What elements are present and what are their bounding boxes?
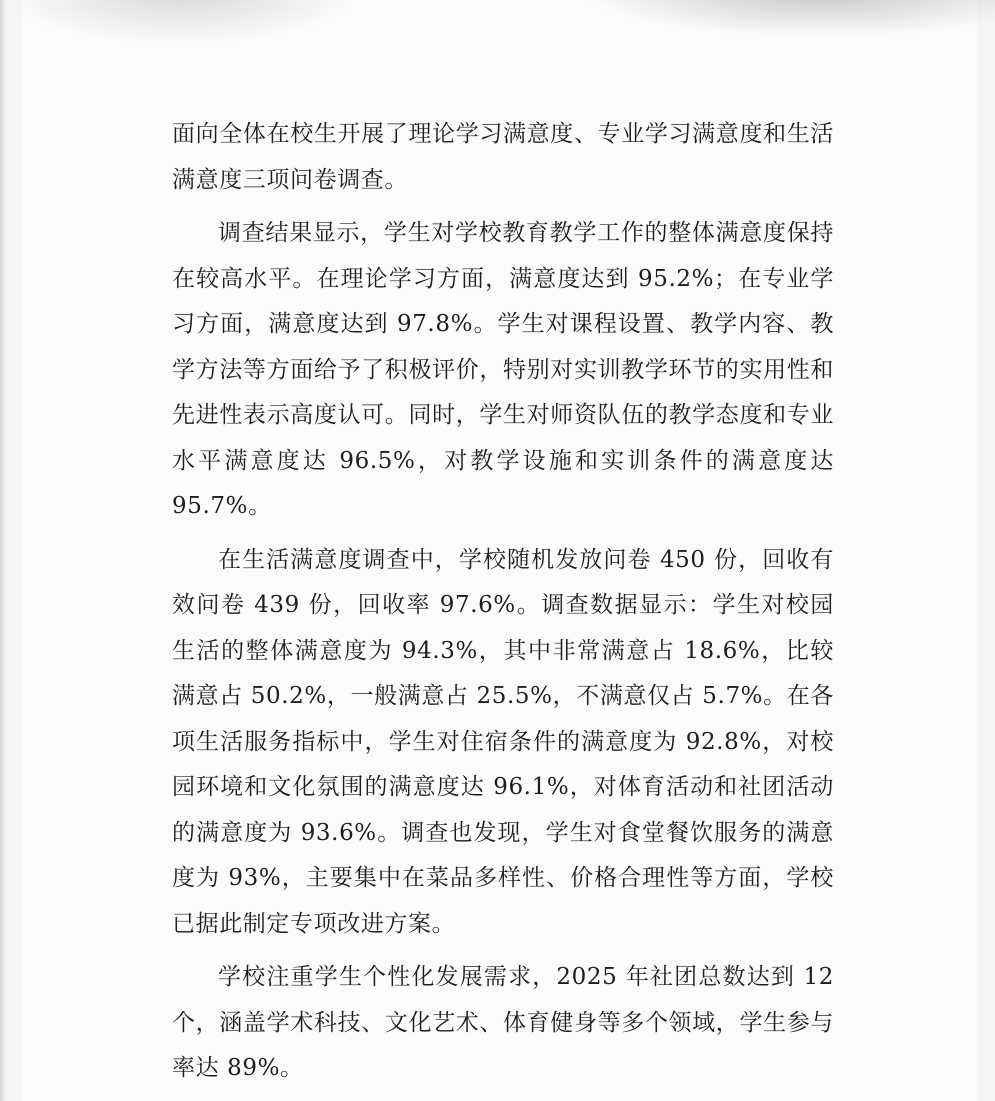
paragraph-life-satisfaction: 在生活满意度调查中，学校随机发放问卷 450 份，回收有效问卷 439 份，回收率 97.6%。调查数据显示：学生对校园生活的整体满意度为 94.3%，其中非常满意占 18.6%，比较满意占 50.2%，一般满意占 25.5%，不满意仅占 5.7%。在各项生活服务指标中，学生对住宿条件的满意度为 92.8%，对校园环境和文化氛围的满意度达 96.1%，对体育活动和社团活动的满意度为 93.6%。调查也发现，学生对食堂餐饮服务的满意度为 93%，主要集中在菜品多样性、价格合理性等方面，学校已据此制定专项改进方案。 (172, 546, 834, 937)
window-left-edge (0, 0, 6, 1101)
paragraph-clubs: 学校注重学生个性化发展需求，2025 年社团总数达到 12 个，涵盖学术科技、文化艺术、体育健身等多个领域，学生参与率达 89%。 (172, 964, 834, 1081)
paragraph-teaching-satisfaction: 调查结果显示，学生对学校教育教学工作的整体满意度保持在较高水平。在理论学习方面，满意度达到 95.2%；在专业学习方面，满意度达到 97.8%。学生对课程设置、教学内容、教学方法等方面给予了积极评价，特别对实训教学环节的实用性和先进性表示高度认可。同时，学生对师资队伍的教学态度和专业水平满意度达 96.5%，对教学设施和实训条件的满意度达 95.7%。 (172, 220, 834, 519)
document-body (172, 112, 834, 1100)
paragraph-intro: 面向全体在校生开展了理论学习满意度、专业学习满意度和生活满意度三项问卷调查。 (172, 121, 834, 193)
